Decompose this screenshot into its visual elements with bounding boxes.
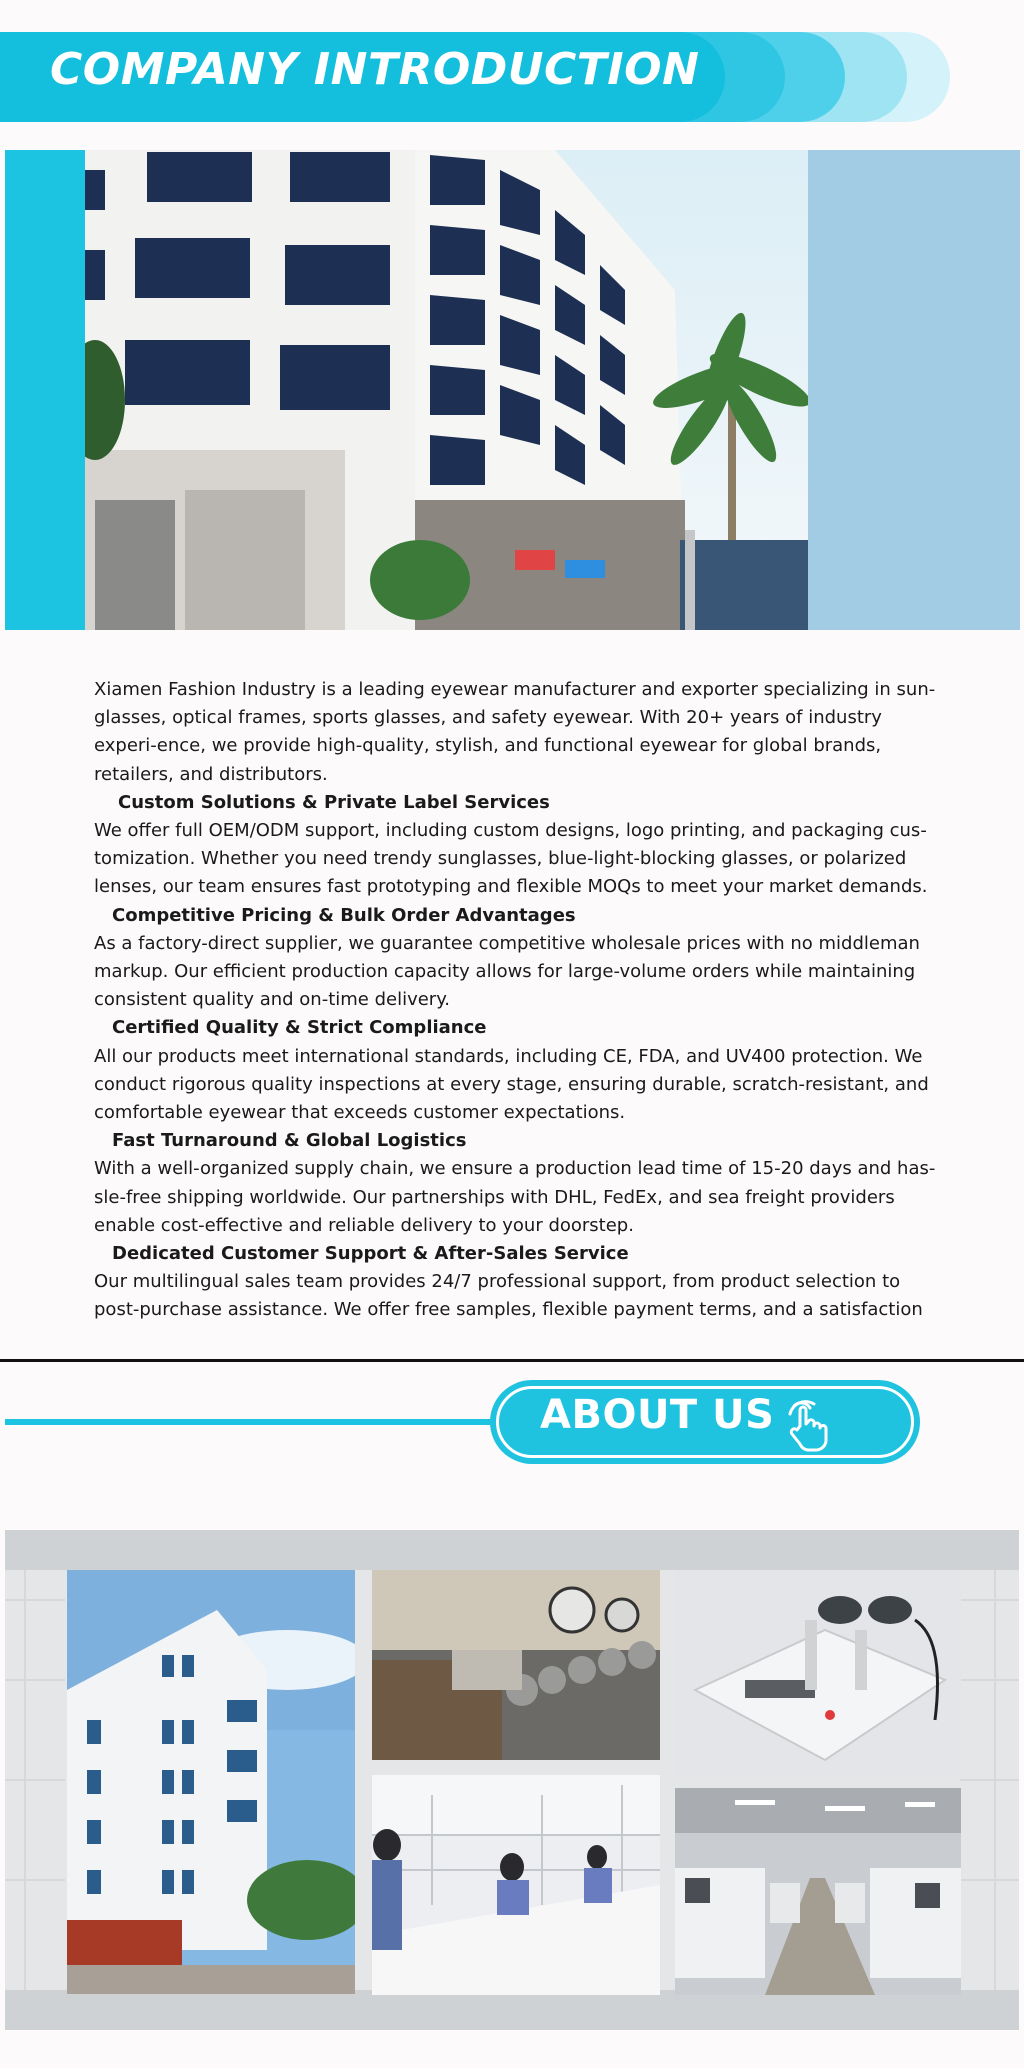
- section-body: With a well-organized supply chain, we ensure a production lead time of 15-20 days and has-sle-free shipping worldwide. Our partnerships with DHL, FedEx, and sea freight providers enable cost-effective and reliable delivery to your doorstep.: [94, 1158, 936, 1236]
- factory-building-photo: [67, 1570, 355, 1994]
- section-heading: Custom Solutions & Private Label Services: [118, 791, 550, 813]
- section-body: Our multilingual sales team provides 24/7 professional support, from product selection to post-purchase assistance. We offer free samples, flexible payment terms, and a satisfaction: [94, 1271, 923, 1321]
- section-body: All our products meet international standards, including CE, FDA, and UV400 protection. We conduct rigorous quality inspections at every stage, ensuring durable, scratch-resistant, and comfortable eyewear that exceeds customer expectations.: [94, 1045, 929, 1124]
- hero-right-accent: [808, 150, 1020, 630]
- section-heading: Certified Quality & Strict Compliance: [112, 1017, 487, 1039]
- hero-building-photo: [85, 150, 808, 630]
- hero-left-accent: [5, 150, 85, 630]
- section-body: We offer full OEM/ODM support, including custom designs, logo printing, and packaging cus-tomization. Whether you need trendy sunglasses, blue-light-blocking glasses, or polarized lenses, our team ensures fast prototyping and flexible MOQs to meet your market demands.: [94, 820, 928, 898]
- lens-testing-device-photo: [675, 1570, 961, 1775]
- intro-lead: Xiamen Fashion Industry is a leading eyewear manufacturer and exporter specializing in sun-glasses, optical frames, sports glasses, and safety eyewear. With 20+ years of industry experi-ence, we provide high-quality, stylish, and functional eyewear for global brands, retailers, and distributors.: [94, 679, 936, 785]
- production-floor-photo: [675, 1788, 961, 1995]
- intro-text: [94, 676, 944, 1325]
- section-heading: Competitive Pricing & Bulk Order Advantages: [112, 904, 576, 926]
- factory-gallery: [5, 1530, 1019, 2030]
- section-body: As a factory-direct supplier, we guarantee competitive wholesale prices with no middleman markup. Our efficient production capacity allows for large-volume orders while maintaining consistent quality and on-time delivery.: [94, 932, 920, 1011]
- page-title: COMPANY INTRODUCTION: [50, 44, 700, 95]
- pointing-hand-icon: [780, 1396, 838, 1454]
- assembly-workers-photo: [372, 1775, 660, 1995]
- section-heading: Fast Turnaround & Global Logistics: [112, 1130, 467, 1152]
- about-accent-line: [5, 1419, 495, 1425]
- section-heading: Dedicated Customer Support & After-Sales Service: [112, 1243, 629, 1265]
- machine-closeup-photo: [372, 1570, 660, 1760]
- about-us-label: ABOUT US: [540, 1392, 775, 1438]
- section-divider: [0, 1359, 1024, 1362]
